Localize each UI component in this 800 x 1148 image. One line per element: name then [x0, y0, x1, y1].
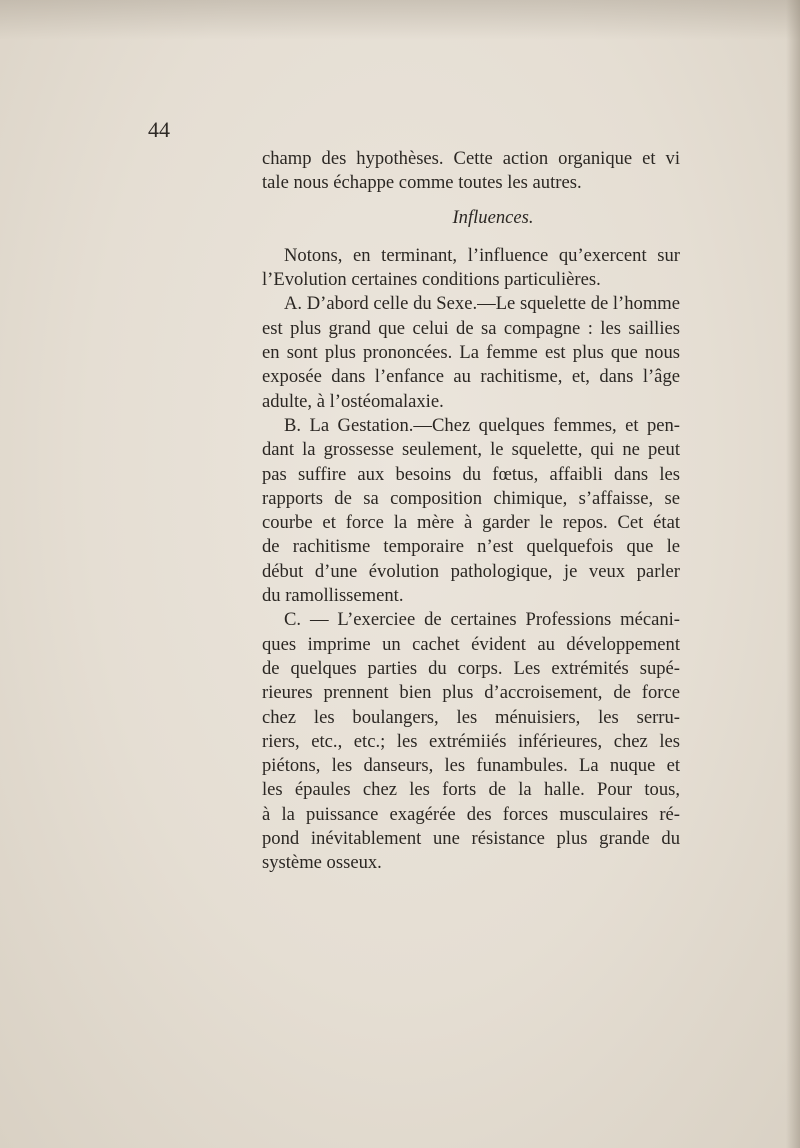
text-line: adulte, à l’ostéomalaxie.	[262, 390, 444, 412]
text-line: Notons, en terminant, l’influence qu’exercent sur	[284, 244, 680, 266]
page-number: 44	[148, 117, 170, 142]
text-line: système osseux.	[262, 852, 382, 874]
text-line: de quelques parties du corps. Les extrémités supé-	[262, 657, 680, 679]
text-line: champ des hypothèses. Cette action organique et vi	[262, 148, 680, 169]
page-edge-shadow	[786, 0, 800, 1148]
text-line: courbe et force la mère à garder le repos. Cet état	[262, 512, 680, 534]
text-line: exposée dans l’enfance au rachitisme, et, dans l’âge	[262, 366, 680, 388]
text-line: à la puissance exagérée des forces musculaires ré-	[262, 803, 680, 825]
text-line: dant la grossesse seulement, le squelette, qui ne peut	[262, 439, 680, 461]
text-line: chez les boulangers, les ménuisiers, les serru-	[262, 706, 680, 728]
text-line: en sont plus prononcées. La femme est plus que nous	[262, 342, 680, 364]
body-text	[262, 147, 680, 876]
text-line: B. La Gestation.—Chez quelques femmes, et pen-	[284, 414, 680, 436]
text-line: rapports de sa composition chimique, s’affaisse, se	[262, 487, 680, 509]
text-line: ques imprime un cachet évident au développement	[262, 633, 680, 655]
text-line: début d’une évolution pathologique, je veux parler	[262, 560, 680, 582]
text-line: rieures prennent bien plus d’accroisement, de force	[262, 682, 680, 704]
text-line: riers, etc., etc.; les extrémiiés inférieures, chez les	[262, 730, 680, 752]
text-line: pas suffire aux besoins du fœtus, affaibli dans les	[262, 463, 680, 485]
text-line: du ramollissement.	[262, 585, 404, 607]
text-line: piétons, les danseurs, les funambules. La nuque et	[262, 755, 680, 777]
text-line: est plus grand que celui de sa compagne : les saillies	[262, 317, 680, 339]
text-line: pond inévitablement une résistance plus grande du	[262, 828, 680, 850]
text-line: A. D’abord celle du Sexe.—Le squelette de l’homme	[284, 293, 681, 315]
text-line: C. — L’exerciee de certaines Professions mécani-	[284, 609, 680, 631]
section-heading: Influences.	[452, 206, 534, 228]
page-top-shadow	[0, 0, 800, 40]
text-line: les épaules chez les forts de la halle. Pour tous,	[262, 779, 680, 801]
text-line: de rachitisme temporaire n’est quelquefois que le	[262, 536, 680, 558]
text-line: l’Evolution certaines conditions particulières.	[262, 269, 601, 291]
text-line: tale nous échappe comme toutes les autres.	[262, 172, 582, 194]
